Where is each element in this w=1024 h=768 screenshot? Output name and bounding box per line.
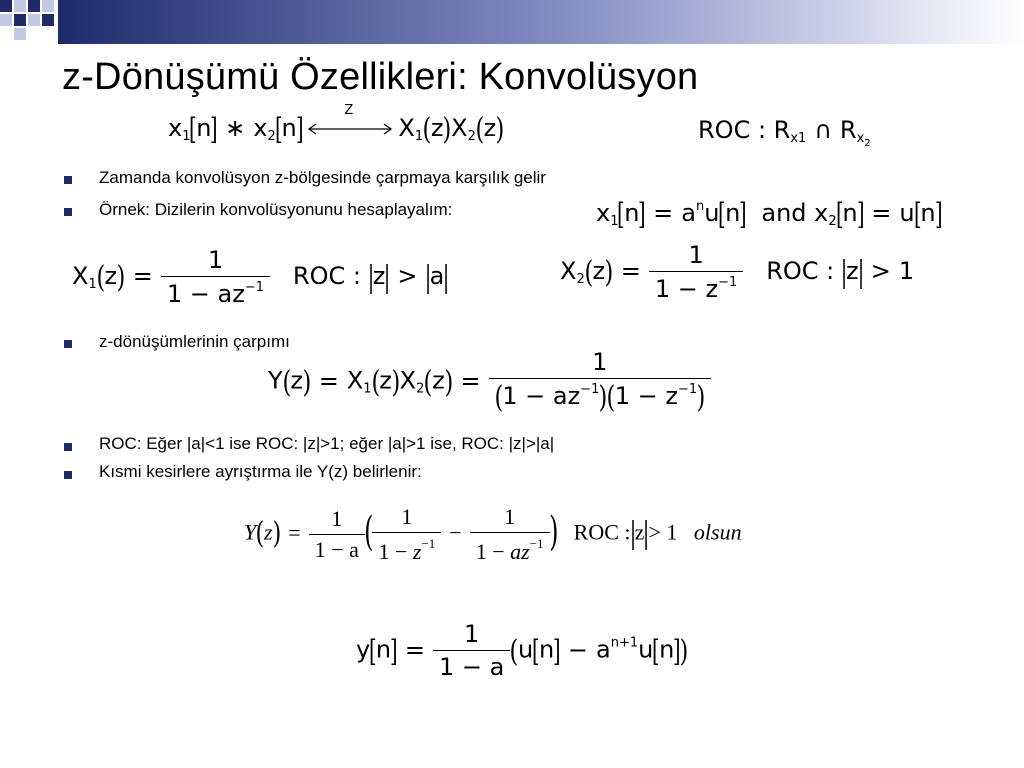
bullet-text: Örnek: Dizilerin konvolüsyonunu hesaplayalım: <box>99 200 453 219</box>
header-decoration <box>0 0 1024 50</box>
bullet-text: z-dönüşümlerinin çarpımı <box>99 332 290 351</box>
bullet-marker <box>64 443 72 451</box>
product-equation: $Y(z) = X_1(z)X_2(z)$ = $\frac{1}{(1 - az^{-1})(1 - z^{-1})}$ <box>268 350 711 413</box>
z-transform-arrow: Z <box>306 117 394 141</box>
bullet-text: Zamanda konvolüsyon z-bölgesinde çarpmaya karşılık gelir <box>99 168 546 187</box>
slide-title: z-Dönüşümü Özellikleri: Konvolüsyon <box>62 56 699 98</box>
bullet-marker <box>64 176 72 184</box>
bullet-text: Kısmi kesirlere ayrıştırma ile Y(z) belirlenir: <box>99 462 422 481</box>
x1-transform-equation: $X_1(z)$ = $\frac{1}{1 - az^{-1}}$ ROC : |z| > |a| <box>72 246 450 308</box>
example-sequences-equation: $x_1[n] = a^nu[n]$ and $x_2[n] = u[n]$ <box>596 197 943 232</box>
bullet-marker <box>64 340 72 348</box>
bullet-text: ROC: Eğer |a|<1 ise ROC: |z|>1; eğer |a|>1 ise, ROC: |z|>|a| <box>99 434 555 453</box>
bullet-marker <box>64 471 72 479</box>
bullet-marker <box>64 208 72 216</box>
roc-intersection: ROC : $R_{x1}$ ∩ $R_{x_2}$ <box>698 116 871 149</box>
convolution-property-equation: $x_1[n]$ ∗ $x_2[n]$ Z $X_1(z)X_2(z)$ <box>168 103 505 147</box>
partial-fraction-equation: Y(z) = $\frac{1}{1 - a}$ ( $\frac{1}{1 - z^{-1}}$ − $\frac{1}{1 - az^{-1}}$ ) ROC :|z|> 1 olsun <box>244 504 742 564</box>
x2-transform-equation: $X_2(z)$ = $\frac{1}{1 - z^{-1}}$ ROC : |z| > 1 <box>560 241 915 303</box>
result-equation: y[n] = $\frac{1}{1 - a}$ $(u[n] - a^{n+1}u[n])$ <box>356 620 689 681</box>
